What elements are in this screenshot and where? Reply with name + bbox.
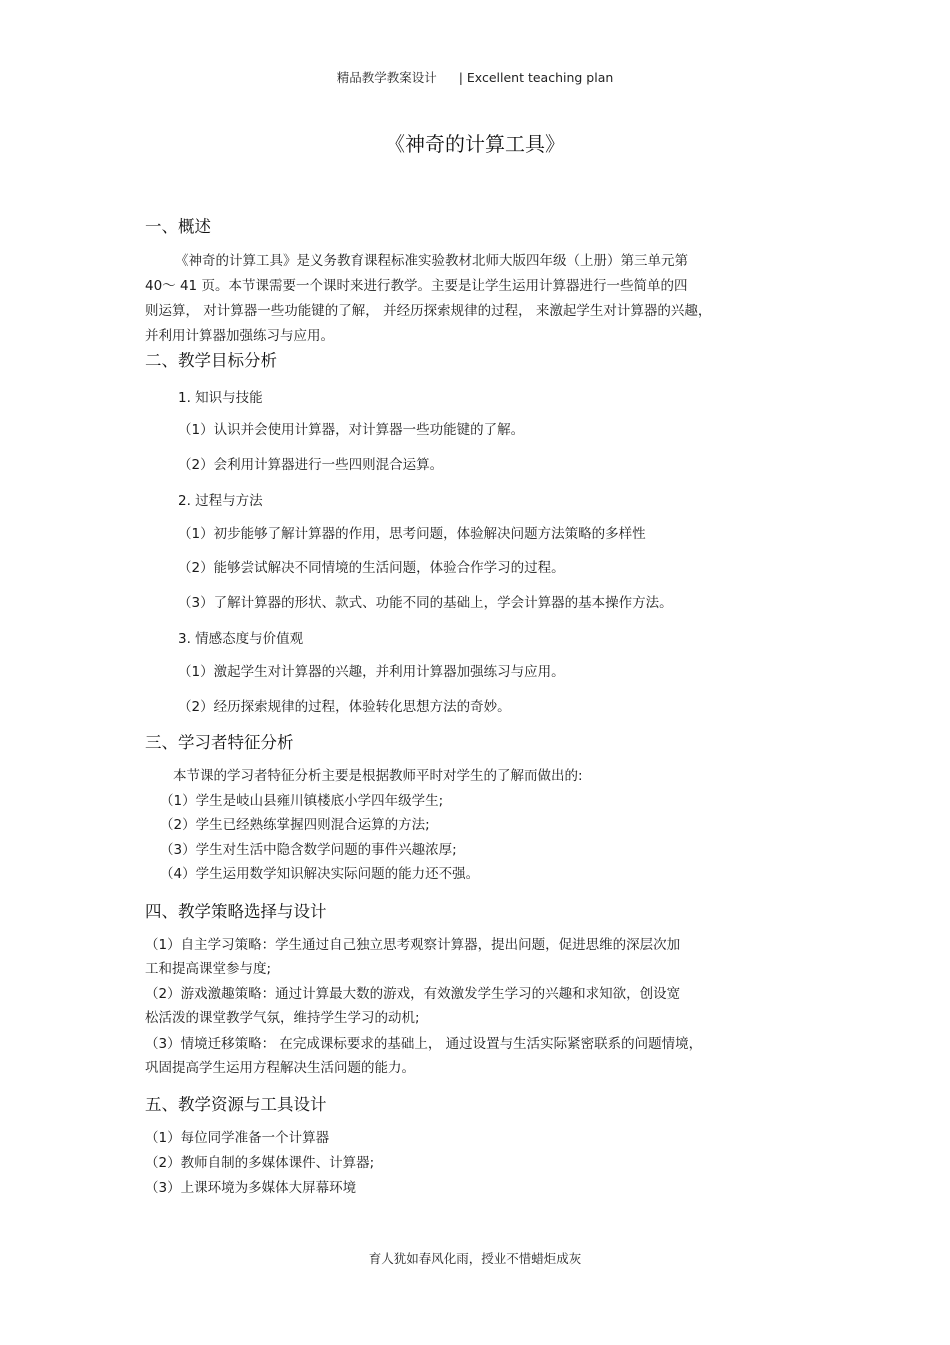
goal-1-item-2: （2）会利用计算器进行一些四则混合运算。 (178, 457, 444, 473)
section-5-heading: 五、教学资源与工具设计 (145, 1095, 327, 1114)
section-1-heading: 一、概述 (145, 217, 211, 236)
goal-2-item-2: （2）能够尝试解决不同情境的生活问题，体验合作学习的过程。 (178, 560, 565, 576)
header-right-text: | Excellent teaching plan (458, 70, 614, 85)
goal-2-item-1: （1）初步能够了解计算器的作用，思考问题，体验解决问题方法策略的多样性 (178, 526, 646, 542)
goal-3-heading: 3. 情感态度与价值观 (178, 631, 304, 647)
section-4-heading: 四、教学策略选择与设计 (145, 902, 327, 921)
document-title: 《神奇的计算工具》 (385, 132, 565, 156)
section-1-line-3: 则运算， 对计算器一些功能键的了解， 并经历探索规律的过程， 来激起学生对计算器的兴趣， (145, 303, 712, 319)
section-4-line-6: 巩固提高学生运用方程解决生活问题的能力。 (145, 1060, 415, 1076)
goal-1-heading: 1. 知识与技能 (178, 390, 263, 406)
goal-3-item-2: （2）经历探索规律的过程，体验转化思想方法的奇妙。 (178, 699, 511, 715)
section-3-intro: 本节课的学习者特征分析主要是根据教师平时对学生的了解而做出的: (173, 768, 583, 784)
section-5-item-3: （3）上课环境为多媒体大屏幕环境 (145, 1180, 357, 1196)
section-2-heading: 二、教学目标分析 (145, 351, 277, 370)
header-left-text: 精品教学教案设计 (336, 70, 437, 85)
section-3-item-4: （4）学生运用数学知识解决实际问题的能力还不强。 (160, 866, 480, 882)
goal-3-item-1: （1）激起学生对计算器的兴趣，并利用计算器加强练习与应用。 (178, 664, 565, 680)
goal-1-item-1: （1）认识并会使用计算器，对计算器一些功能键的了解。 (178, 422, 525, 438)
section-3-item-2: （2）学生已经熟练掌握四则混合运算的方法; (160, 817, 430, 833)
page-footer: 育人犹如春风化雨，授业不惜蜡炬成灰 (368, 1251, 582, 1266)
section-5-item-2: （2）教师自制的多媒体课件、计算器; (145, 1155, 375, 1171)
section-4-line-4: 松活泼的课堂教学气氛，维持学生学习的动机; (145, 1010, 420, 1026)
section-3-item-3: （3）学生对生活中隐含数学问题的事件兴趣浓厚; (160, 842, 457, 858)
section-1-line-2: 40～ 41 页。本节课需要一个课时来进行教学。主要是让学生运用计算器进行一些简单的四 (145, 278, 688, 294)
section-1-line-4: 并利用计算器加强练习与应用。 (145, 328, 334, 344)
section-3-heading: 三、学习者特征分析 (145, 733, 294, 752)
section-5-item-1: （1）每位同学准备一个计算器 (145, 1130, 330, 1146)
goal-2-heading: 2. 过程与方法 (178, 493, 263, 509)
section-4-line-1: （1）自主学习策略：学生通过自己独立思考观察计算器，提出问题，促进思维的深层次加 (145, 937, 681, 953)
section-4-line-5: （3）情境迁移策略： 在完成课标要求的基础上， 通过设置与生活实际紧密联系的问题情境， (145, 1036, 703, 1052)
section-1-line-1: 《神奇的计算工具》是义务教育课程标准实验教材北师大版四年级（上册）第三单元第 (175, 253, 688, 269)
section-4-line-3: （2）游戏激趣策略：通过计算最大数的游戏，有效激发学生学习的兴趣和求知欲，创设宽 (145, 986, 681, 1002)
section-3-item-1: （1）学生是岐山县雍川镇楼底小学四年级学生; (160, 793, 444, 809)
goal-2-item-3: （3）了解计算器的形状、款式、功能不同的基础上，学会计算器的基本操作方法。 (178, 595, 673, 611)
page-header (0, 68, 950, 86)
section-4-line-2: 工和提高课堂参与度; (145, 961, 272, 977)
